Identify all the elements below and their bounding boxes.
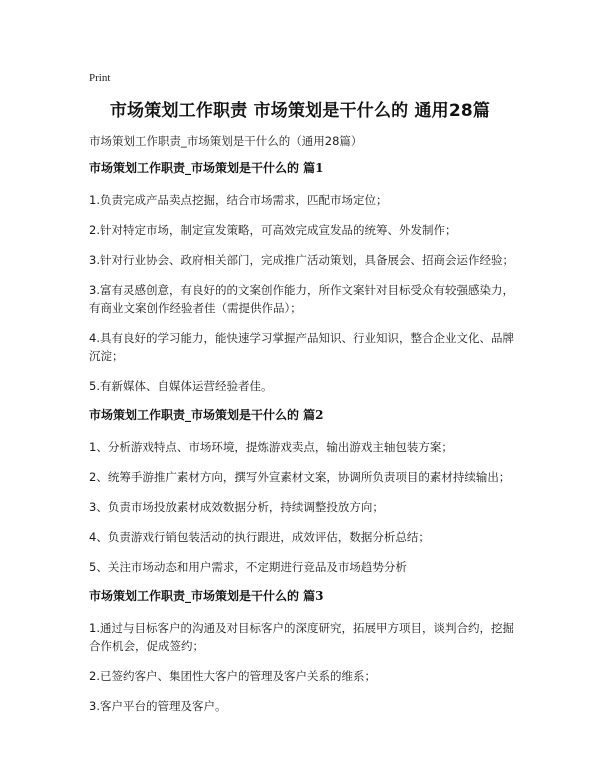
paragraph: 5.有新媒体、自媒体运营经验者佳。	[89, 379, 273, 393]
paragraph: 2.已签约客户、集团性大客户的管理及客户关系的维系；	[89, 669, 376, 683]
section-2	[89, 407, 514, 576]
paragraph: 1、分析游戏特点、市场环境，提炼游戏卖点，输出游戏主轴包装方案；	[89, 440, 453, 454]
document-content	[89, 160, 514, 727]
paragraph: 3.客户平台的管理及客户。	[89, 699, 227, 713]
document-title: 市场策划工作职责 市场策划是干什么的 通用28篇	[109, 101, 491, 121]
section-1	[89, 160, 514, 395]
print-label: Print	[89, 72, 111, 84]
section-heading: 市场策划工作职责_市场策划是干什么的 篇1	[89, 161, 324, 175]
paragraph: 5、关注市场动态和用户需求，不定期进行竞品及市场趋势分析	[89, 560, 407, 574]
paragraph: 2.针对特定市场，制定宣发策略，可高效完成宣发品的统筹、外发制作；	[89, 223, 457, 237]
paragraph: 4、负责游戏行销包装活动的执行跟进，成效评估，数据分析总结；	[89, 530, 430, 544]
paragraph: 3.富有灵感创意，有良好的的文案创作能力，所作文案针对目标受众有较强感染力，有商业文案创作经验者佳（需提供作品）；	[89, 283, 514, 315]
paragraph: 1.负责完成产品卖点挖掘，结合市场需求，匹配市场定位；	[89, 193, 388, 207]
paragraph: 3.针对行业协会、政府相关部门，完成推广活动策划，具备展会、招商会运作经验；	[89, 253, 514, 267]
section-heading: 市场策划工作职责_市场策划是干什么的 篇2	[89, 408, 324, 422]
section-3	[89, 588, 514, 715]
paragraph: 1.通过与目标客户的沟通及对目标客户的深度研究，拓展甲方项目，谈判合约，挖掘合作机会，促成签约；	[89, 621, 514, 653]
paragraph: 3、负责市场投放素材成效数据分析，持续调整投放方向；	[89, 500, 384, 514]
section-heading: 市场策划工作职责_市场策划是干什么的 篇3	[89, 589, 324, 603]
document-subtitle: 市场策划工作职责_市场策划是干什么的（通用28篇）	[89, 134, 363, 148]
paragraph: 2、统筹手游推广素材方向，撰写外宣素材文案，协调所负责项目的素材持续输出；	[89, 470, 511, 484]
paragraph: 4.具有良好的学习能力，能快速学习掌握产品知识、行业知识，整合企业文化、品牌沉淀；	[89, 331, 514, 363]
